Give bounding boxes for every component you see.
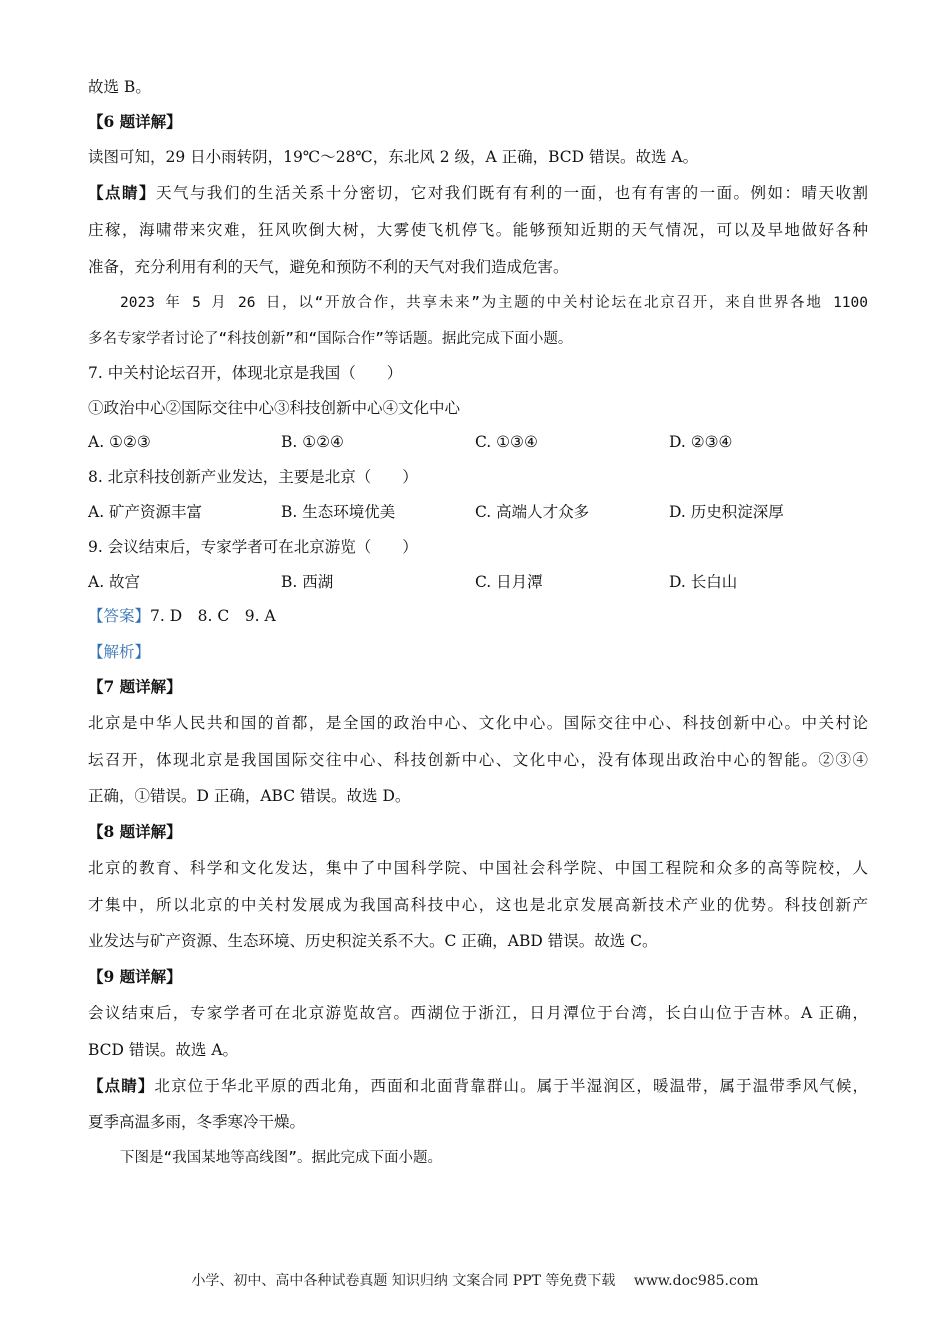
tip-label: 【点睛】	[88, 1076, 155, 1095]
passage-line-2: 多名专家学者讨论了“科技创新”和“国际合作”等话题。据此完成下面小题。	[88, 331, 573, 347]
q9-option-a: A. 故宫	[88, 573, 141, 591]
answer-line	[88, 606, 868, 626]
tip-text: 天气与我们的生活关系十分密切，它对我们既有有利的一面，也有有害的一面。例如：晴天收割	[155, 184, 868, 202]
q8-option-d: D. 历史积淀深厚	[669, 503, 784, 521]
q8-detail-line-3: 业发达与矿产资源、生态环境、历史积淀关系不大。C 正确，ABD 错误。故选 C。	[88, 932, 658, 950]
tip2-line-2: 夏季高温多雨，冬季寒冷干燥。	[88, 1113, 306, 1131]
q9-detail-line-1: 会议结束后，专家学者可在北京游览故宫。西湖位于浙江，日月潭位于台湾，长白山位于吉林。A 正确，	[88, 1004, 868, 1022]
q7-option-b: B. ①②④	[281, 433, 344, 451]
question-7-items: ①政治中心②国际交往中心③科技创新中心④文化中心	[88, 399, 461, 417]
q8-detail-heading: 【8 题详解】	[88, 822, 182, 841]
q8-detail-line-2: 才集中，所以北京的中关村发展成为我国高科技中心，这也是北京发展高新技术产业的优势。科技创新产	[88, 896, 868, 914]
q9-option-d: D. 长白山	[669, 573, 738, 591]
next-section-intro: 下图是“我国某地等高线图”。据此完成下面小题。	[120, 1150, 442, 1166]
q8-option-a: A. 矿产资源丰富	[88, 503, 203, 521]
q9-option-b: B. 西湖	[281, 573, 334, 591]
tip1-line-3: 准备，充分利用有利的天气，避免和预防不利的天气对我们造成危害。	[88, 258, 569, 276]
q9-detail-line-2: BCD 错误。故选 A。	[88, 1041, 239, 1059]
q6-detail-text: 读图可知，29 日小雨转阴，19℃～28℃，东北风 2 级，A 正确，BCD 错误。故选 A。	[88, 148, 699, 166]
answer-label: 【答案】	[88, 607, 151, 625]
tip-text: 北京位于华北平原的西北角，西面和北面背靠群山。属于半湿润区，暖温带，属于温带季风气候，	[154, 1077, 868, 1095]
q7-detail-heading: 【7 题详解】	[88, 677, 182, 696]
q9-detail-heading: 【9 题详解】	[88, 967, 182, 986]
q7-option-d: D. ②③④	[669, 433, 733, 451]
tip1-line-2: 庄稼，海啸带来灾难，狂风吹倒大树，大雾使飞机停飞。能够预知近期的天气情况，可以及早地做好各种	[88, 221, 868, 239]
q7-option-c: C. ①③④	[475, 433, 538, 451]
tip-label: 【点睛】	[88, 183, 156, 202]
tip2-line-1	[88, 1076, 868, 1096]
passage-line-1: 2023 年 5 月 26 日，以“开放合作，共享未来”为主题的中关村论坛在北京召开，来自世界各地 1100	[120, 295, 868, 311]
analysis-label: 【解析】	[88, 643, 151, 661]
question-8: 8. 北京科技创新产业发达，主要是北京（ ）	[88, 468, 418, 486]
q9-option-c: C. 日月潭	[475, 573, 543, 591]
q7-option-a: A. ①②③	[88, 433, 151, 451]
tip1-line-1	[88, 183, 868, 203]
answer-text: 7. D 8. C 9. A	[150, 607, 276, 625]
q8-detail-line-1: 北京的教育、科学和文化发达，集中了中国科学院、中国社会科学院、中国工程院和众多的高等院校，人	[88, 859, 868, 877]
question-9: 9. 会议结束后，专家学者可在北京游览（ ）	[88, 538, 418, 556]
page-footer: 小学、初中、高中各种试卷真题 知识归纳 文案合同 PPT 等免费下载 www.doc985.com	[191, 1273, 759, 1289]
q7-detail-line-1: 北京是中华人民共和国的首都，是全国的政治中心、文化中心。国际交往中心、科技创新中心。中关村论	[88, 714, 868, 732]
conclusion-line: 故选 B。	[88, 78, 151, 96]
q6-detail-heading: 【6 题详解】	[88, 112, 182, 131]
q8-option-b: B. 生态环境优美	[281, 503, 396, 521]
q7-detail-line-3: 正确，①错误。D 正确，ABC 错误。故选 D。	[88, 787, 411, 805]
q8-option-c: C. 高端人才众多	[475, 503, 590, 521]
question-7: 7. 中关村论坛召开，体现北京是我国（ ）	[88, 364, 403, 382]
q7-detail-line-2: 坛召开，体现北京是我国国际交往中心、科技创新中心、文化中心，没有体现出政治中心的智能。②③④	[88, 751, 868, 769]
